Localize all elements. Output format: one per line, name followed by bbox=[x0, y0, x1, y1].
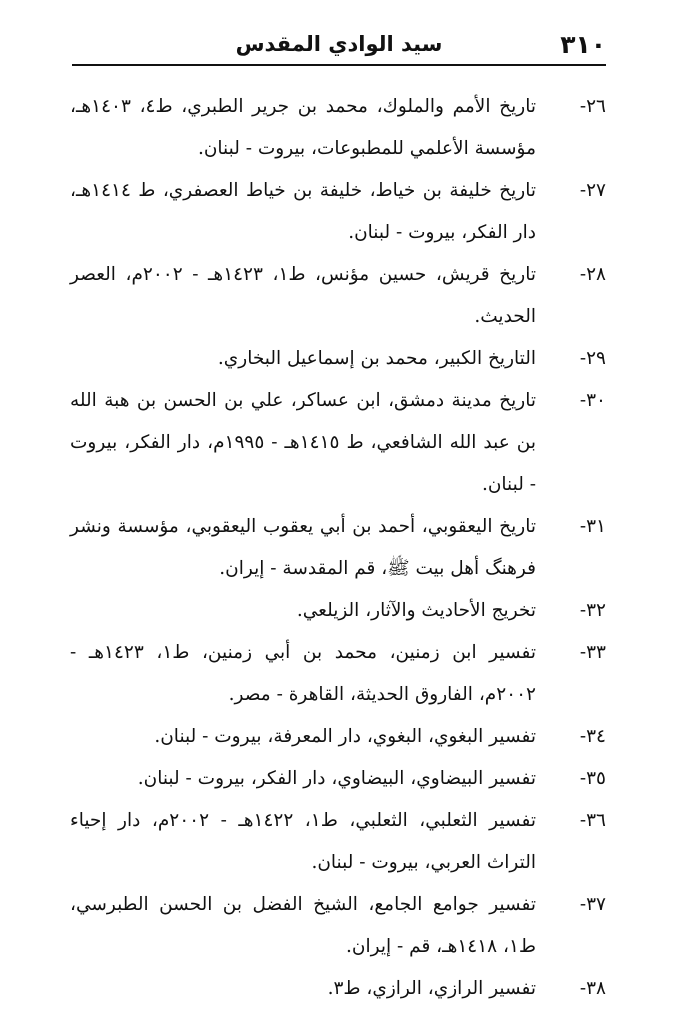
bibliography-list bbox=[70, 86, 606, 1010]
bibliography-entry bbox=[70, 884, 606, 968]
entry-number: ٣٥- bbox=[579, 768, 606, 789]
entry-text: تفسير جوامع الجامع، الشيخ الفضل بن الحسن الطبرسي، ط١، ١٤١٨هـ، قم - إيران. bbox=[70, 894, 536, 957]
entry-number: ٢٧- bbox=[579, 180, 606, 201]
bibliography-entry bbox=[70, 170, 606, 254]
entry-text: تاريخ خليفة بن خياط، خليفة بن خياط العصفري، ط ١٤١٤هـ، دار الفكر، بيروت - لبنان. bbox=[70, 180, 536, 243]
bibliography-entry bbox=[70, 380, 606, 506]
bibliography-entry bbox=[70, 758, 606, 800]
bibliography-entry bbox=[70, 506, 606, 590]
entry-number: ٢٩- bbox=[579, 348, 606, 369]
page-header bbox=[72, 24, 606, 66]
entry-number: ٢٨- bbox=[579, 264, 606, 285]
entry-text: تاريخ الأمم والملوك، محمد بن جرير الطبري، ط٤، ١٤٠٣هـ، مؤسسة الأعلمي للمطبوعات، بيروت - لبنان. bbox=[70, 96, 536, 159]
bibliography-entry bbox=[70, 590, 606, 632]
bibliography-entry bbox=[70, 254, 606, 338]
bibliography-entry bbox=[70, 800, 606, 884]
entry-text: تفسير ابن زمنين، محمد بن أبي زمنين، ط١، ١٤٢٣هـ - ٢٠٠٢م، الفاروق الحديثة، القاهرة - مصر. bbox=[70, 642, 536, 705]
entry-text: تفسير البغوي، البغوي، دار المعرفة، بيروت - لبنان. bbox=[154, 726, 536, 747]
bibliography-entry bbox=[70, 338, 606, 380]
entry-number: ٣٤- bbox=[579, 726, 606, 747]
entry-text: التاريخ الكبير، محمد بن إسماعيل البخاري. bbox=[217, 348, 536, 369]
bibliography-entry bbox=[70, 716, 606, 758]
entry-text: تاريخ قريش، حسين مؤنس، ط١، ١٤٢٣هـ - ٢٠٠٢م، العصر الحديث. bbox=[70, 264, 536, 327]
entry-number: ٣٦- bbox=[579, 810, 606, 831]
entry-text: تفسير البيضاوي، البيضاوي، دار الفكر، بيروت - لبنان. bbox=[137, 768, 536, 789]
entry-text: تاريخ مدينة دمشق، ابن عساكر، علي بن الحسن بن هبة الله بن عبد الله الشافعي، ط ١٤١٥هـ - ١٩٩٥م، دار الفكر، بيروت - لبنان. bbox=[70, 390, 536, 495]
entry-number: ٣٣- bbox=[579, 642, 606, 663]
entry-text: تخريج الأحاديث والآثار، الزيلعي. bbox=[296, 600, 536, 621]
page-number: ٣١٠ bbox=[560, 30, 606, 59]
entry-number: ٣٠- bbox=[579, 390, 606, 411]
entry-number: ٢٦- bbox=[579, 96, 606, 117]
entry-number: ٣٧- bbox=[579, 894, 606, 915]
entry-text: تفسير الرازي، الرازي، ط٣. bbox=[327, 978, 536, 999]
bibliography-entry bbox=[70, 86, 606, 170]
entry-text: تفسير الثعلبي، الثعلبي، ط١، ١٤٢٢هـ - ٢٠٠٢م، دار إحياء التراث العربي، بيروت - لبنان. bbox=[70, 810, 536, 873]
entry-number: ٣٨- bbox=[579, 978, 606, 999]
running-title: سيد الوادي المقدس bbox=[235, 32, 443, 56]
entry-number: ٣٢- bbox=[579, 600, 606, 621]
bibliography-entry bbox=[70, 632, 606, 716]
entry-text: تاريخ اليعقوبي، أحمد بن أبي يعقوب اليعقوبي، مؤسسة ونشر فرهنگ أهل بيت ﷺ، قم المقدسة - إيران. bbox=[70, 516, 536, 579]
bibliography-entry bbox=[70, 968, 606, 1010]
entry-number: ٣١- bbox=[579, 516, 606, 537]
